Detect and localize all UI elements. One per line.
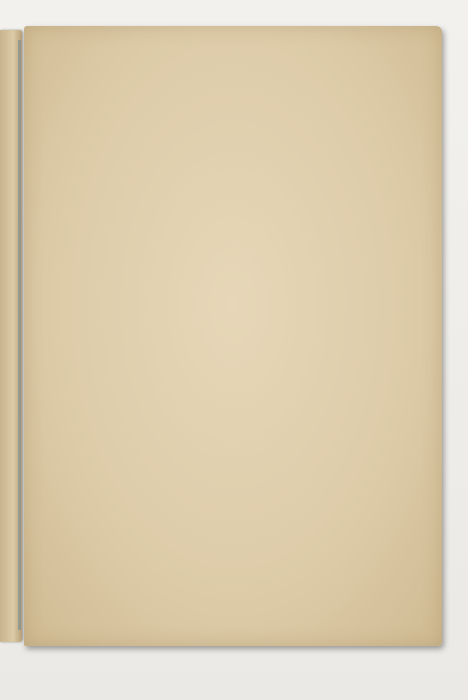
- spine-edge: [18, 40, 21, 630]
- page-content: [84, 92, 370, 130]
- catalogue-page: [24, 26, 442, 646]
